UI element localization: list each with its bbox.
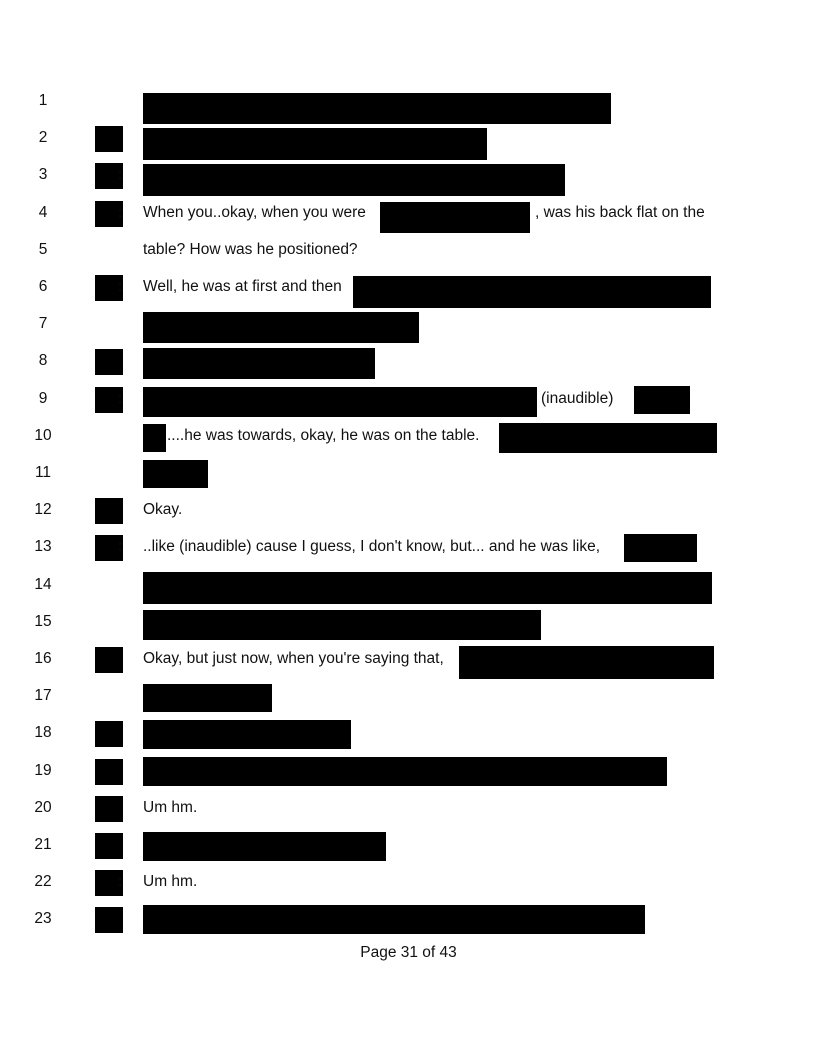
redaction-bar bbox=[459, 646, 714, 679]
transcript-line bbox=[0, 606, 817, 643]
redaction-bar bbox=[634, 386, 690, 414]
redaction-bar bbox=[499, 423, 717, 453]
speaker-redaction bbox=[95, 907, 123, 933]
transcript-line bbox=[0, 903, 817, 940]
transcript-line bbox=[0, 494, 817, 531]
speaker-redaction bbox=[95, 833, 123, 859]
redaction-bar bbox=[143, 128, 487, 160]
redaction-bar bbox=[143, 387, 537, 417]
line-number: 18 bbox=[34, 724, 52, 742]
speaker-colon: : bbox=[118, 538, 123, 556]
line-number: 13 bbox=[34, 538, 52, 556]
line-number: 16 bbox=[34, 650, 52, 667]
redaction-bar bbox=[143, 572, 712, 604]
speaker-redaction bbox=[95, 796, 123, 822]
transcript-line bbox=[0, 531, 817, 568]
line-number: 14 bbox=[34, 575, 52, 593]
line-text: ....he was towards, okay, he was on the table. bbox=[167, 426, 480, 444]
line-number: 12 bbox=[34, 501, 52, 519]
transcript-line bbox=[0, 755, 817, 792]
line-number: 8 bbox=[38, 352, 48, 370]
line-text: (inaudible) bbox=[541, 389, 614, 407]
transcript-line bbox=[0, 122, 817, 159]
line-number: 9 bbox=[38, 389, 48, 407]
redaction-bar bbox=[143, 905, 645, 934]
redaction-bar bbox=[143, 757, 667, 786]
redaction-bar bbox=[380, 202, 530, 233]
line-number: 15 bbox=[34, 612, 52, 630]
transcript-line bbox=[0, 420, 817, 457]
line-number: 4 bbox=[38, 203, 48, 221]
redaction-bar bbox=[143, 424, 166, 452]
line-number: 1 bbox=[38, 92, 48, 109]
redaction-bar bbox=[143, 93, 611, 124]
redaction-bar bbox=[143, 312, 419, 343]
speaker-redaction bbox=[95, 126, 123, 152]
redaction-bar bbox=[143, 348, 375, 379]
line-number: 6 bbox=[38, 278, 48, 295]
transcript-line bbox=[0, 717, 817, 754]
line-number: 22 bbox=[34, 873, 52, 891]
speaker-colon: : bbox=[118, 389, 123, 407]
transcript-line bbox=[0, 643, 817, 680]
line-number: 5 bbox=[38, 240, 48, 258]
transcript-line bbox=[0, 197, 817, 234]
line-text: , was his back flat on the bbox=[535, 203, 705, 221]
speaker-redaction bbox=[95, 759, 123, 785]
speaker-colon: : bbox=[118, 166, 123, 184]
speaker-redaction bbox=[95, 647, 123, 673]
line-text: Okay, but just now, when you're saying that, bbox=[143, 650, 444, 667]
line-text: Okay. bbox=[143, 501, 183, 519]
transcript-line bbox=[0, 457, 817, 494]
transcript-line bbox=[0, 680, 817, 717]
line-number: 17 bbox=[34, 687, 52, 705]
line-text: Um hm. bbox=[143, 798, 198, 816]
line-text: table? How was he positioned? bbox=[143, 240, 358, 258]
transcript-line bbox=[0, 308, 817, 345]
transcript-line bbox=[0, 159, 817, 196]
line-number: 11 bbox=[34, 464, 52, 481]
transcript-line bbox=[0, 866, 817, 903]
page-footer: Page 31 of 43 bbox=[360, 944, 457, 961]
line-number: 20 bbox=[34, 798, 52, 816]
line-number: 19 bbox=[34, 761, 52, 779]
redaction-bar bbox=[143, 460, 208, 488]
transcript-line bbox=[0, 234, 817, 271]
speaker-redaction bbox=[95, 721, 123, 747]
transcript-line bbox=[0, 271, 817, 308]
line-text: When you..okay, when you were bbox=[143, 203, 366, 221]
transcript-line bbox=[0, 829, 817, 866]
redaction-bar bbox=[143, 684, 272, 712]
speaker-colon: : bbox=[118, 873, 123, 891]
transcript-line bbox=[0, 345, 817, 382]
redaction-bar bbox=[143, 164, 565, 196]
speaker-redaction bbox=[95, 349, 123, 375]
redaction-bar bbox=[353, 276, 711, 308]
transcript-line bbox=[0, 85, 817, 122]
line-number: 3 bbox=[38, 166, 48, 184]
redaction-bar bbox=[143, 720, 351, 749]
line-text: ..like (inaudible) cause I guess, I don't know, but... and he was like, bbox=[143, 538, 601, 556]
line-number: 21 bbox=[34, 836, 52, 853]
line-number: 7 bbox=[38, 315, 48, 333]
transcript-line bbox=[0, 569, 817, 606]
redaction-bar bbox=[624, 534, 697, 562]
line-text: Um hm. bbox=[143, 873, 198, 891]
speaker-redaction bbox=[95, 498, 123, 524]
redaction-bar bbox=[143, 832, 386, 861]
line-number: 10 bbox=[34, 426, 52, 444]
line-text: Well, he was at first and then bbox=[143, 278, 342, 295]
transcript-line bbox=[0, 792, 817, 829]
redaction-bar bbox=[143, 610, 541, 640]
line-number: 23 bbox=[34, 910, 52, 928]
speaker-colon: : bbox=[118, 278, 123, 295]
transcript-line bbox=[0, 383, 817, 420]
line-number: 2 bbox=[38, 129, 48, 147]
speaker-colon: : bbox=[118, 203, 123, 221]
